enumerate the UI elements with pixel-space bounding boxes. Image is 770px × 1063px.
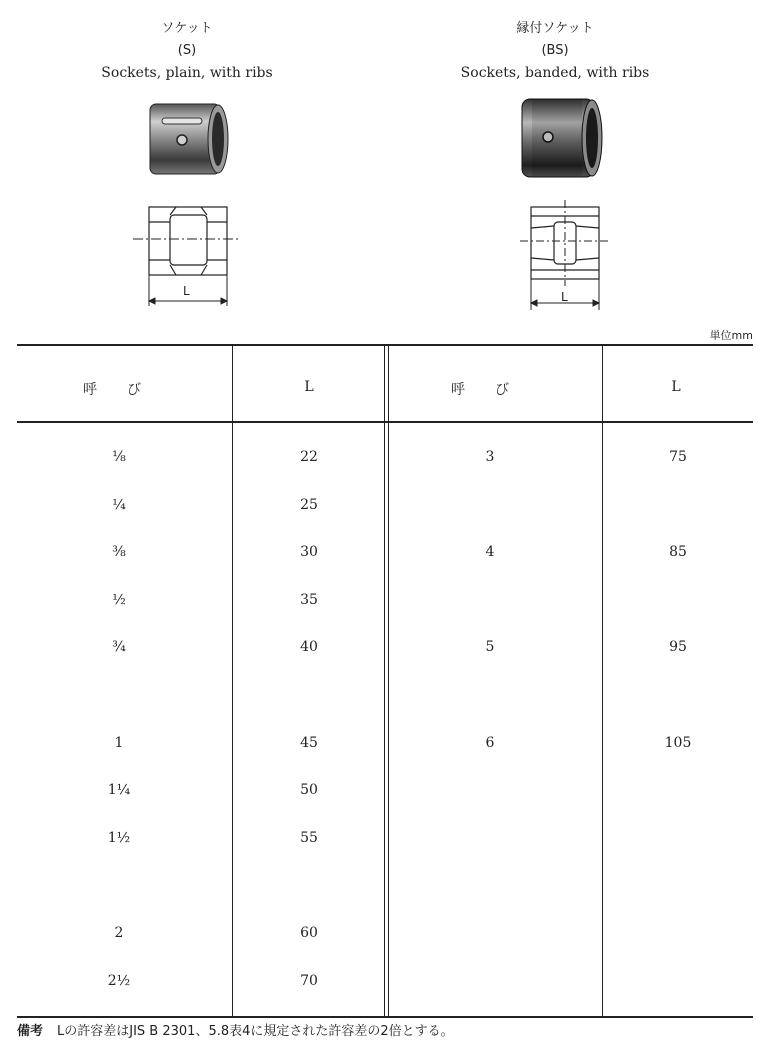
size-cell: 1½ — [107, 830, 131, 846]
size-cell: ½ — [112, 592, 126, 608]
table-header-rule — [17, 421, 753, 423]
socket-code: (S) — [177, 43, 197, 58]
size-cell: 1¼ — [107, 782, 131, 798]
banded-socket-photo — [518, 95, 606, 181]
remarks-label: 備考 — [17, 1024, 44, 1039]
size-cell: 4 — [485, 544, 495, 560]
column-divider — [232, 344, 233, 1018]
header-size-right: 呼び — [451, 382, 539, 398]
socket-figure-caption — [82, 18, 292, 84]
size-cell: 1 — [114, 735, 124, 751]
length-cell: 30 — [300, 544, 318, 560]
banded-socket-figure-caption — [440, 18, 670, 84]
size-cell: 6 — [485, 735, 495, 751]
dimension-table — [17, 344, 753, 1018]
length-cell: 70 — [300, 973, 318, 989]
socket-dim-label: L — [183, 284, 190, 298]
header-length-right: L — [671, 379, 681, 395]
double-divider-a — [384, 344, 385, 1018]
length-cell: 60 — [300, 925, 318, 941]
length-cell: 40 — [300, 639, 318, 655]
banded-socket-english-name: Sockets, banded, with ribs — [460, 65, 650, 81]
size-cell: ¼ — [112, 497, 126, 513]
unit-label: 単位mm — [709, 329, 753, 342]
size-cell: 2½ — [107, 973, 131, 989]
size-cell: ¾ — [112, 639, 126, 655]
length-cell: 50 — [300, 782, 318, 798]
size-cell: ⅛ — [112, 449, 126, 465]
socket-title: ソケット — [161, 21, 213, 36]
size-cell: ⅜ — [112, 544, 126, 560]
length-cell: 105 — [664, 735, 692, 751]
size-cell: 3 — [485, 449, 495, 465]
header-length-left: L — [304, 379, 314, 395]
length-cell: 25 — [300, 497, 318, 513]
length-cell: 75 — [669, 449, 687, 465]
remarks-note — [17, 1020, 454, 1039]
banded-socket-code: (BS) — [541, 43, 569, 58]
banded-socket-title: 縁付ソケット — [516, 21, 594, 36]
size-cell: 2 — [114, 925, 124, 941]
banded-socket-dim-label: L — [561, 290, 568, 304]
length-cell: 85 — [669, 544, 687, 560]
remarks-text: Lの許容差はJIS B 2301、5.8表4に規定された許容差の2倍とする。 — [57, 1024, 454, 1039]
socket-photo — [146, 100, 230, 178]
length-cell: 22 — [300, 449, 318, 465]
table-top-rule — [17, 344, 753, 346]
length-cell: 55 — [300, 830, 318, 846]
table-bottom-rule — [17, 1016, 753, 1018]
double-divider-b — [388, 344, 389, 1018]
column-divider — [602, 344, 603, 1018]
length-cell: 35 — [300, 592, 318, 608]
length-cell: 45 — [300, 735, 318, 751]
header-size-left: 呼び — [83, 382, 171, 398]
length-cell: 95 — [669, 639, 687, 655]
size-cell: 5 — [485, 639, 495, 655]
socket-english-name: Sockets, plain, with ribs — [101, 65, 273, 81]
